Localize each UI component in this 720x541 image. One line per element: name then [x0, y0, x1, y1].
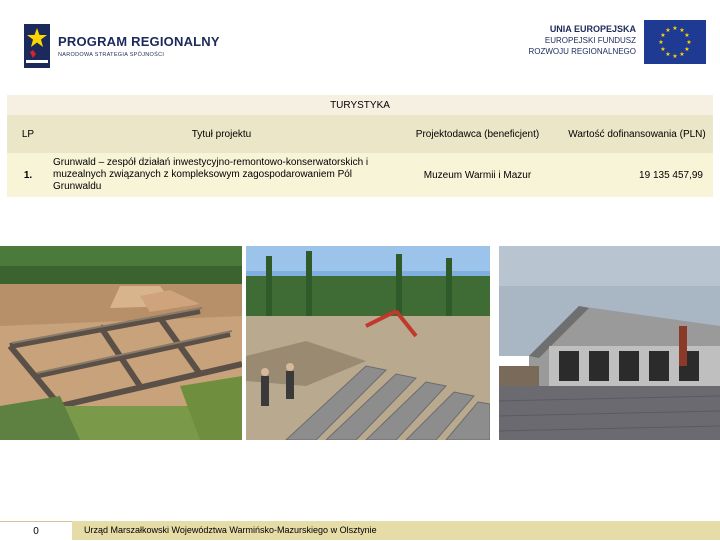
table-row [7, 153, 713, 197]
program-regionalny-subtitle: NARODOWA STRATEGIA SPÓJNOŚCI [58, 52, 165, 58]
eu-line-2: EUROPEJSKI FUNDUSZ [544, 36, 636, 45]
svg-text:★: ★ [684, 32, 690, 39]
svg-text:★: ★ [672, 25, 678, 32]
museum-building-renovation-photo [499, 246, 720, 440]
svg-text:★: ★ [665, 51, 671, 58]
svg-text:★: ★ [660, 46, 666, 53]
eu-line-1: UNIA EUROPEJSKA [549, 24, 636, 34]
column-header-value: Wartość dofinansowania (PLN) [561, 115, 713, 153]
svg-text:★: ★ [665, 27, 671, 34]
svg-text:★: ★ [686, 39, 692, 46]
eu-flag-icon [644, 20, 706, 64]
svg-text:★: ★ [658, 39, 664, 46]
eu-logo [528, 20, 708, 66]
cell-value: 19 135 457,99 [561, 153, 713, 197]
projects-table [7, 95, 713, 197]
footer-page-box [0, 521, 72, 541]
eu-logo-text [528, 24, 636, 57]
footer-bar [0, 521, 720, 540]
table-title: TURYSTYKA [7, 95, 713, 115]
program-regionalny-title: PROGRAM REGIONALNY [58, 34, 220, 49]
eu-line-3: ROZWOJU REGIONALNEGO [528, 47, 636, 56]
column-header-lp: LP [7, 115, 49, 153]
svg-text:★: ★ [684, 46, 690, 53]
excavation-foundations-photo [0, 246, 242, 440]
svg-text:★: ★ [672, 53, 678, 60]
program-regionalny-logo [24, 22, 220, 70]
page-number: 0 [33, 526, 39, 537]
table-title-row [7, 95, 713, 115]
svg-text:★: ★ [660, 32, 666, 39]
column-header-beneficiary: Projektodawca (beneficjent) [394, 115, 561, 153]
table-header-row [7, 115, 713, 153]
footer-text: Urząd Marszałkowski Województwa Warmińsko-Mazurskiego w Olsztynie [84, 525, 377, 535]
column-header-title: Tytuł projektu [49, 115, 394, 153]
cell-title: Grunwald – zespół działań inwestycyjno-remontowo-konserwatorskich i muzealnych związanych z kompleksowym zagospodarowaniem Pól Grunwaldu [49, 153, 394, 197]
program-regionalny-star-icon [24, 24, 50, 68]
cell-lp: 1. [7, 153, 49, 197]
stone-steps-construction-photo [246, 246, 490, 440]
svg-text:★: ★ [679, 27, 685, 34]
cell-beneficiary: Muzeum Warmii i Mazur [394, 153, 561, 197]
svg-text:★: ★ [679, 51, 685, 58]
